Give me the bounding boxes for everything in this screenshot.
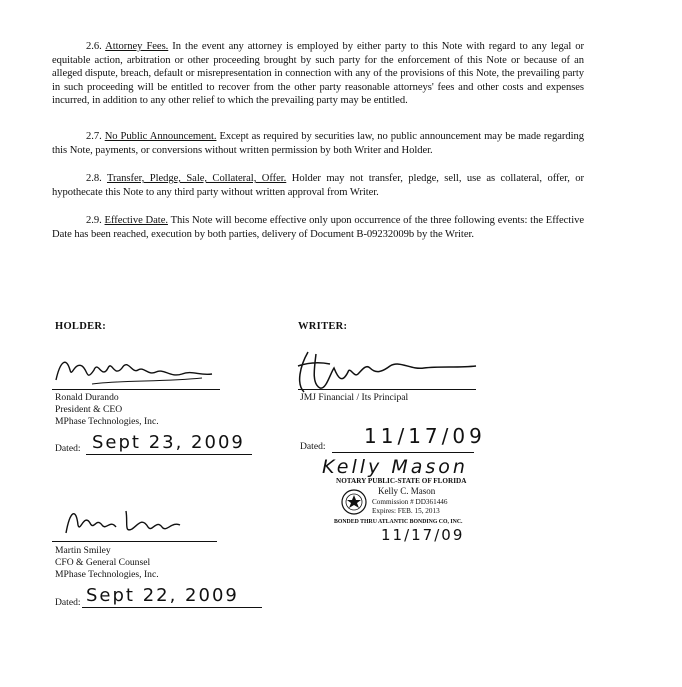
- paragraph-number: 2.7.: [86, 131, 102, 142]
- paragraph-2-8: [52, 172, 584, 199]
- notary-state-line: NOTARY PUBLIC-STATE OF FLORIDA: [336, 477, 467, 485]
- paragraph-heading: No Public Announcement.: [104, 131, 217, 142]
- handwritten-date: Sept 22, 2009: [86, 585, 239, 606]
- writer-label: WRITER:: [298, 321, 348, 332]
- notary-seal-icon: [340, 488, 368, 516]
- notary-signature: [318, 450, 508, 480]
- paragraph-2-7: [52, 130, 584, 157]
- writer-signature-line: [298, 389, 476, 390]
- dated-label: Dated:: [300, 441, 326, 452]
- paragraph-number: 2.8.: [86, 173, 102, 184]
- paragraph-number: 2.6.: [86, 41, 102, 52]
- handwritten-date: Sept 23, 2009: [92, 432, 245, 453]
- notary-commission: Commission # DD361446: [372, 498, 448, 506]
- paragraph-text: Holder may not transfer, pledge, sell, use as collateral, offer, or hypothecate this Note to any third party without written approval from Writer.: [52, 173, 584, 198]
- paragraph-2-6: [52, 40, 584, 108]
- signature-martin-smiley: [62, 503, 192, 541]
- paragraph-heading: Effective Date.: [104, 215, 168, 226]
- dated-label: Dated:: [55, 597, 81, 608]
- dated-line: [82, 607, 262, 608]
- signer-company: MPhase Technologies, Inc.: [55, 569, 159, 580]
- signer-title: CFO & General Counsel: [55, 557, 151, 568]
- signer-company: MPhase Technologies, Inc.: [55, 416, 159, 427]
- paragraph-number: 2.9.: [86, 215, 102, 226]
- paragraph-text: In the event any attorney is employed by either party to this Note with regard to any legal or equitable action, arbitration or other proceeding brought by such party for the enforcement of this Note or because of an alleged dispute, breach, default or misrepresentation in connection with any of the provisions of this Note, the prevailing party in such proceeding will be entitled to recover from the other party reasonable attorneys' fees and other costs and expenses incurred, in addition to any other relief to which the prevailing party may be entitled.: [52, 41, 584, 107]
- paragraph-text: Except as required by securities law, no public announcement may be made regarding this Note, payments, or conversions without written permission by both Writer and Holder.: [52, 131, 584, 156]
- paragraph-text: This Note will become effective only upon occurrence of the three following events: the Effective Date has been reached, execution by both parties, delivery of Document B-09232009b by the Writer.: [52, 215, 584, 240]
- holder-signature-line-1: [52, 389, 220, 390]
- dated-line: [86, 454, 252, 455]
- notary-bonded: BONDED THRU ATLANTIC BONDING CO, INC.: [334, 519, 463, 525]
- paragraph-heading: Attorney Fees.: [105, 41, 169, 52]
- holder-label: HOLDER:: [55, 321, 107, 332]
- paragraph-heading: Transfer, Pledge, Sale, Collateral, Offer.: [106, 173, 287, 184]
- notary-handwritten-date: 11/17/09: [381, 526, 465, 544]
- signer-title: President & CEO: [55, 404, 123, 415]
- writer-entity: JMJ Financial / Its Principal: [300, 392, 409, 403]
- notary-signature-text: Kelly Mason: [322, 456, 468, 478]
- handwritten-date: 11/17/09: [364, 424, 486, 448]
- signature-ronald-durando: [52, 350, 227, 392]
- signer-name: Martin Smiley: [55, 545, 111, 556]
- notary-name: Kelly C. Mason: [378, 486, 436, 496]
- paragraph-2-9: [52, 214, 584, 241]
- dated-label: Dated:: [55, 443, 81, 454]
- notary-expires: Expires: FEB. 15, 2013: [372, 507, 440, 515]
- signer-name: Ronald Durando: [55, 392, 119, 403]
- holder-signature-line-2: [52, 541, 217, 542]
